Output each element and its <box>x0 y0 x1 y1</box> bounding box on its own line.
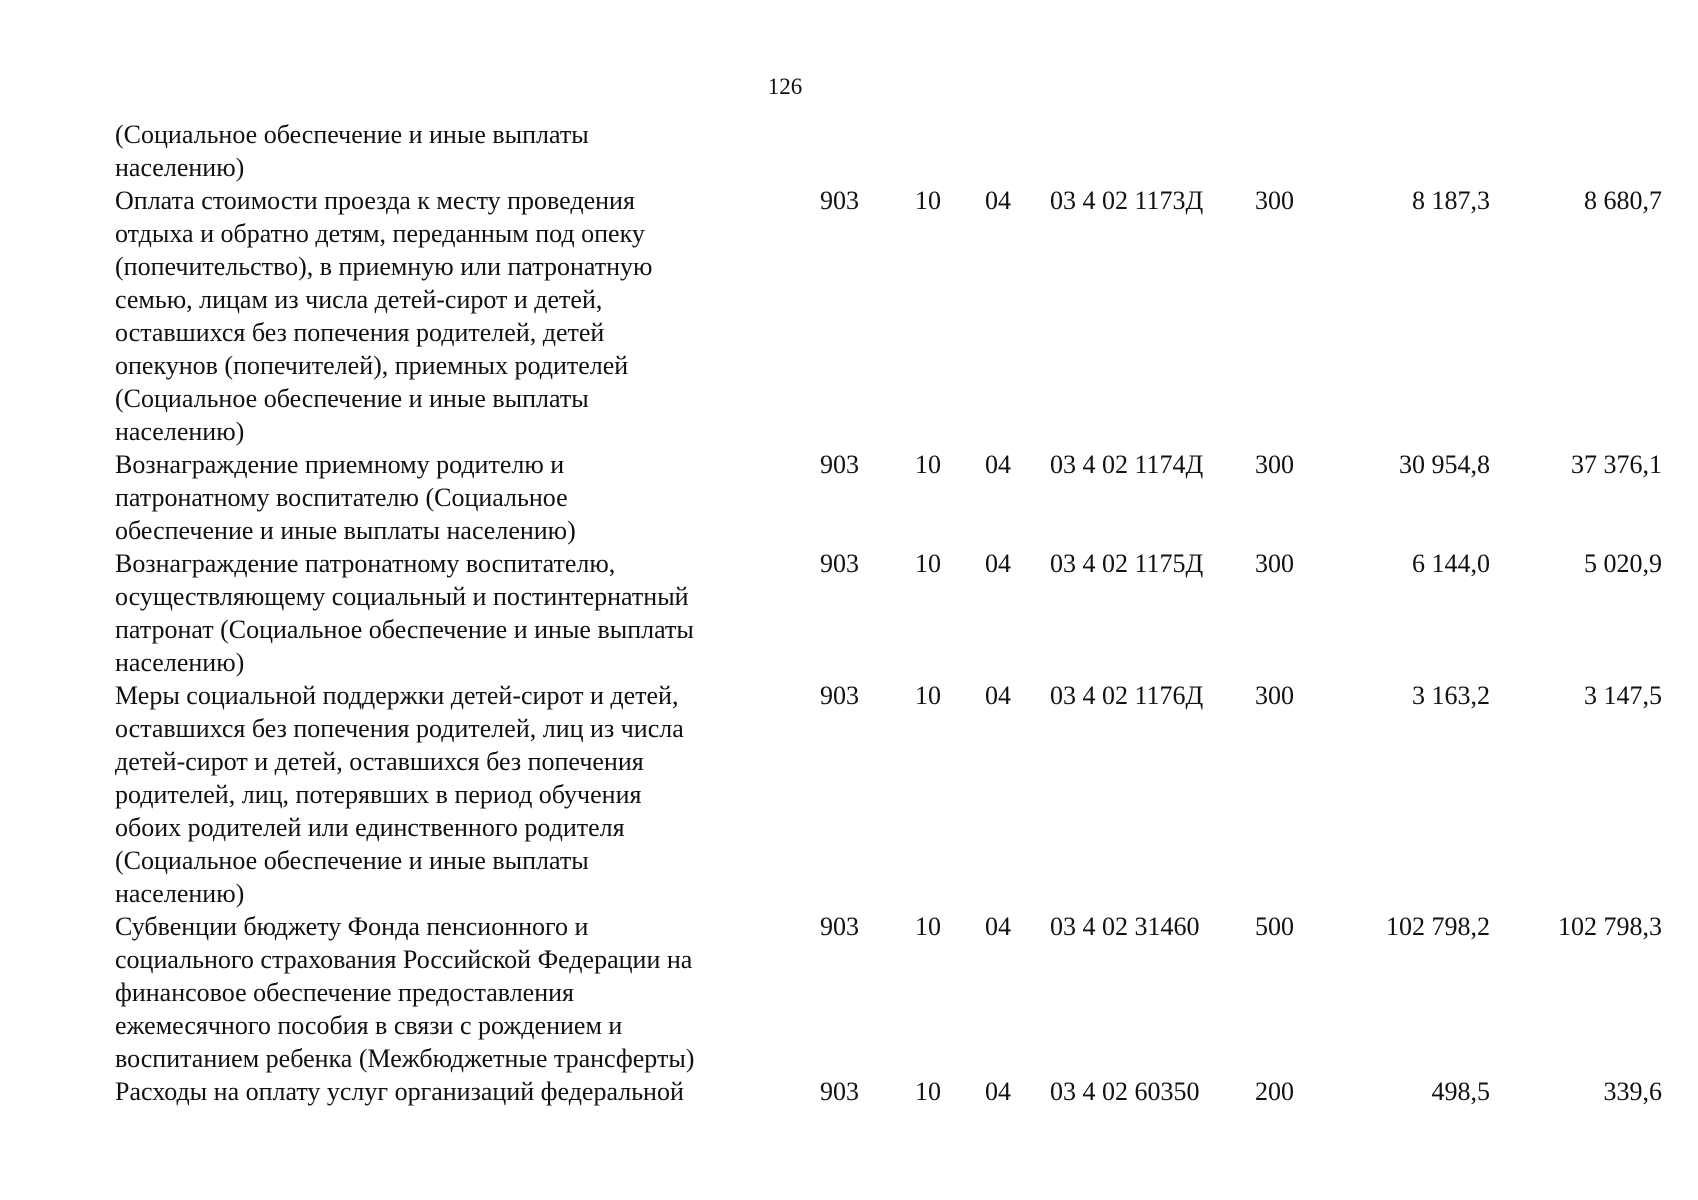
table-row <box>115 547 1675 679</box>
amount-cell-year1: 102 798,2 <box>1386 912 1490 941</box>
description-line: опекунов (попечителей), приемных родителей <box>115 351 629 380</box>
subsection-code-cell: 04 <box>985 912 1011 941</box>
expense-type-cell: 300 <box>1255 549 1294 578</box>
description-line: детей-сирот и детей, оставшихся без попечения <box>115 747 644 776</box>
table-row <box>115 184 1675 448</box>
description-line: отдыха и обратно детям, переданным под опеку <box>115 219 645 248</box>
description-line: (Социальное обеспечение и иные выплаты <box>115 120 589 149</box>
description-line: Оплата стоимости проезда к месту проведения <box>115 186 635 215</box>
amount-cell-year2: 8 680,7 <box>1584 186 1662 215</box>
amount-cell-year2: 3 147,5 <box>1584 681 1662 710</box>
ministry-code-cell: 903 <box>820 1077 859 1106</box>
section-code-cell: 10 <box>915 912 941 941</box>
table-row <box>115 1075 1675 1108</box>
target-article-cell: 03 4 02 60350 <box>1050 1077 1200 1106</box>
target-article-cell: 03 4 02 31460 <box>1050 912 1200 941</box>
ministry-code-cell: 903 <box>820 681 859 710</box>
subsection-code-cell: 04 <box>985 186 1011 215</box>
section-code-cell: 10 <box>915 681 941 710</box>
target-article-cell: 03 4 02 1176Д <box>1050 681 1204 710</box>
row-description <box>115 679 795 910</box>
ministry-code-cell: 903 <box>820 450 859 479</box>
table-row <box>115 679 1675 910</box>
description-line: Вознаграждение приемному родителю и <box>115 450 565 479</box>
description-line: (Социальное обеспечение и иные выплаты <box>115 846 589 875</box>
section-code-cell: 10 <box>915 1077 941 1106</box>
target-article-cell: 03 4 02 1173Д <box>1050 186 1204 215</box>
amount-cell-year2: 339,6 <box>1603 1077 1662 1106</box>
amount-cell-year1: 498,5 <box>1431 1077 1490 1106</box>
description-line: оставшихся без попечения родителей, лиц из числа <box>115 714 684 743</box>
description-line: финансовое обеспечение предоставления <box>115 978 575 1007</box>
description-line: патронат (Социальное обеспечение и иные выплаты <box>115 615 694 644</box>
expense-type-cell: 300 <box>1255 186 1294 215</box>
row-description <box>115 448 795 547</box>
description-line: родителей, лиц, потерявших в период обучения <box>115 780 642 809</box>
target-article-cell: 03 4 02 1175Д <box>1050 549 1204 578</box>
description-line: населению) <box>115 648 245 677</box>
amount-cell-year1: 30 954,8 <box>1399 450 1490 479</box>
expense-type-cell: 200 <box>1255 1077 1294 1106</box>
row-description <box>115 910 795 1075</box>
page-number <box>0 72 1698 102</box>
subsection-code-cell: 04 <box>985 1077 1011 1106</box>
expense-type-cell: 500 <box>1255 912 1294 941</box>
row-description <box>115 1075 795 1108</box>
subsection-code-cell: 04 <box>985 549 1011 578</box>
table-row <box>115 448 1675 547</box>
table-row <box>115 910 1675 1075</box>
description-line: Вознаграждение патронатному воспитателю, <box>115 549 616 578</box>
ministry-code-cell: 903 <box>820 549 859 578</box>
description-line: Меры социальной поддержки детей-сирот и детей, <box>115 681 679 710</box>
target-article-cell: 03 4 02 1174Д <box>1050 450 1204 479</box>
description-line: (попечительство), в приемную или патронатную <box>115 252 653 281</box>
expense-type-cell: 300 <box>1255 450 1294 479</box>
description-line: воспитанием ребенка (Межбюджетные трансферты) <box>115 1044 695 1073</box>
description-line: осуществляющему социальный и постинтернатный <box>115 582 689 611</box>
description-line: семью, лицам из числа детей-сирот и детей, <box>115 285 603 314</box>
ministry-code-cell: 903 <box>820 912 859 941</box>
description-line: ежемесячного пособия в связи с рождением и <box>115 1011 623 1040</box>
amount-cell-year1: 3 163,2 <box>1412 681 1490 710</box>
row-description <box>115 118 795 184</box>
description-line: социального страхования Российской Федерации на <box>115 945 693 974</box>
amount-cell-year2: 37 376,1 <box>1571 450 1662 479</box>
description-line: обоих родителей или единственного родителя <box>115 813 625 842</box>
section-code-cell: 10 <box>915 186 941 215</box>
description-line: оставшихся без попечения родителей, детей <box>115 318 605 347</box>
description-line: (Социальное обеспечение и иные выплаты <box>115 384 589 413</box>
expense-type-cell: 300 <box>1255 681 1294 710</box>
description-line: Расходы на оплату услуг организаций федеральной <box>115 1077 684 1106</box>
subsection-code-cell: 04 <box>985 681 1011 710</box>
amount-cell-year1: 6 144,0 <box>1412 549 1490 578</box>
budget-table <box>115 118 1675 1108</box>
description-line: обеспечение и иные выплаты населению) <box>115 516 576 545</box>
page-number-text: 126 <box>767 74 803 99</box>
description-line: Субвенции бюджету Фонда пенсионного и <box>115 912 589 941</box>
description-line: населению) <box>115 153 245 182</box>
subsection-code-cell: 04 <box>985 450 1011 479</box>
section-code-cell: 10 <box>915 450 941 479</box>
description-line: населению) <box>115 417 245 446</box>
row-description <box>115 547 795 679</box>
amount-cell-year1: 8 187,3 <box>1412 186 1490 215</box>
row-description <box>115 184 795 448</box>
section-code-cell: 10 <box>915 549 941 578</box>
ministry-code-cell: 903 <box>820 186 859 215</box>
description-line: населению) <box>115 879 245 908</box>
amount-cell-year2: 5 020,9 <box>1584 549 1662 578</box>
description-line: патронатному воспитателю (Социальное <box>115 483 568 512</box>
table-row <box>115 118 1675 184</box>
amount-cell-year2: 102 798,3 <box>1558 912 1662 941</box>
